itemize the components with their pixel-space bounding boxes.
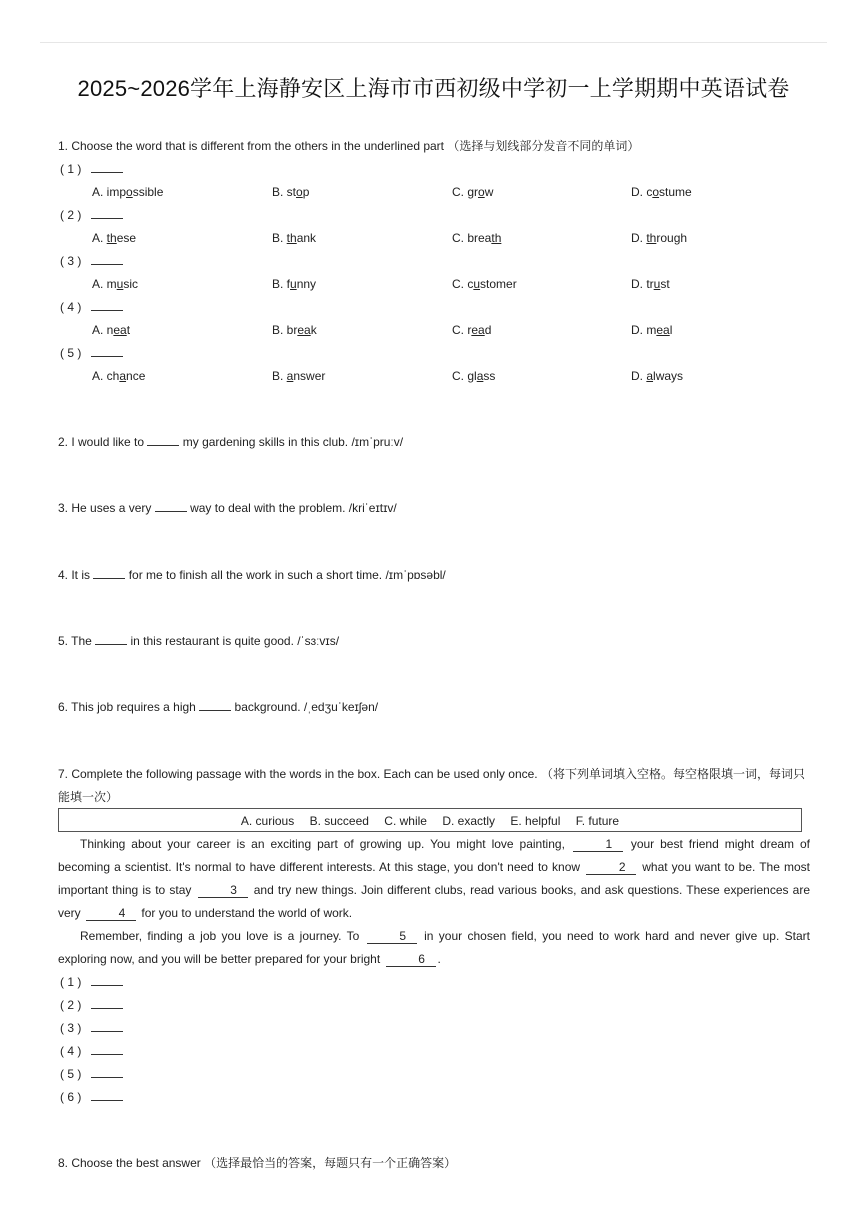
option-text: w <box>484 185 494 199</box>
q1-subquestion-row <box>60 207 123 223</box>
underlined-letters: u <box>473 277 481 291</box>
q4-text-after: for me to finish all the work in such a short time. /ɪmˈpɒsəbl/ <box>128 568 446 582</box>
answer-option[interactable] <box>452 322 491 338</box>
q2-text-before: 2. I would like to <box>58 435 145 449</box>
option-text: A. m <box>92 277 117 291</box>
answer-option[interactable] <box>631 230 687 246</box>
answer-option[interactable] <box>92 368 145 384</box>
answer-label: ( 3 ) <box>60 1021 82 1035</box>
passage-blank-4[interactable]: 4 <box>86 907 136 921</box>
underlined-letters: a <box>119 369 127 383</box>
q1-subquestion-row <box>60 161 123 177</box>
q1-subquestion-row <box>60 299 123 315</box>
underlined-letters: o <box>296 185 303 199</box>
answer-option[interactable] <box>631 276 670 292</box>
answer-option[interactable] <box>631 184 692 200</box>
underlined-letters: a <box>646 369 654 383</box>
option-text: sic <box>123 277 139 291</box>
underlined-letters: th <box>491 231 502 245</box>
answer-option[interactable] <box>272 322 317 338</box>
underlined-letters: ea <box>471 323 485 337</box>
underlined-letters: u <box>290 277 297 291</box>
q7-answer-row <box>60 997 123 1013</box>
underlined-letters: u <box>653 277 661 291</box>
answer-option[interactable] <box>272 368 325 384</box>
q8-instruction: 8. Choose the best answer （选择最恰当的答案，每题只有一个正确答案） <box>58 1156 457 1170</box>
answer-option[interactable] <box>272 230 316 246</box>
option-text: D. c <box>631 185 653 199</box>
answer-label: ( 2 ) <box>60 998 82 1012</box>
passage-paragraph-1 <box>58 833 810 925</box>
answer-option[interactable] <box>452 368 495 384</box>
answer-label: ( 4 ) <box>60 1044 82 1058</box>
q5-text-after: in this restaurant is quite good. /ˈsɜːvɪs/ <box>130 634 340 648</box>
option-text: A. n <box>92 323 114 337</box>
answer-blank[interactable] <box>91 1067 123 1078</box>
q5-text-before: 5. The <box>58 634 92 648</box>
q5-blank[interactable] <box>95 634 127 645</box>
option-text: d <box>484 323 492 337</box>
option-text: A. <box>92 231 107 245</box>
subquestion-number: ( 3 ) <box>60 254 82 268</box>
underlined-letters: ea <box>113 323 127 337</box>
answer-option[interactable] <box>631 368 683 384</box>
option-text: C. gr <box>452 185 479 199</box>
option-text: B. <box>272 369 287 383</box>
underlined-letters: a <box>476 369 484 383</box>
q2-sentence <box>58 434 403 450</box>
word-option: E. helpful <box>510 814 561 828</box>
q1-subquestion-row <box>60 253 123 269</box>
option-text: D. tr <box>631 277 654 291</box>
underlined-letters: a <box>286 369 294 383</box>
word-option: F. future <box>575 814 620 828</box>
passage-blank-5[interactable]: 5 <box>367 930 417 944</box>
answer-option[interactable] <box>452 230 501 246</box>
option-text: ss <box>483 369 496 383</box>
word-option: C. while <box>384 814 427 828</box>
option-text: k <box>310 323 317 337</box>
q7-instruction: 7. Complete the following passage with the words in the box. Each can be used only once. （将下列单词填入空格。每空格限填一词，每词只 <box>58 767 805 781</box>
answer-blank[interactable] <box>91 1090 123 1101</box>
option-text: D. m <box>631 323 657 337</box>
passage-text: Remember, finding a job you love is a journey. To <box>80 929 360 943</box>
q7-answer-row <box>60 1020 123 1036</box>
answer-blank[interactable] <box>91 162 123 173</box>
answer-blank[interactable] <box>91 346 123 357</box>
passage-text: your best friend might dream of becoming a scientist. It's normal to have different interests. At this stage, you don't need to know <box>58 837 810 874</box>
answer-blank[interactable] <box>91 1021 123 1032</box>
answer-option[interactable] <box>92 230 136 246</box>
option-text: D. <box>631 231 647 245</box>
option-text: ssible <box>132 185 164 199</box>
word-option: B. succeed <box>309 814 369 828</box>
answer-option[interactable] <box>631 322 672 338</box>
underlined-letters: o <box>126 185 133 199</box>
underlined-letters: o <box>652 185 660 199</box>
q7-answer-row <box>60 1066 123 1082</box>
option-text: C. gl <box>452 369 477 383</box>
q7-answer-row <box>60 1043 123 1059</box>
q2-blank[interactable] <box>147 435 179 446</box>
option-text: nce <box>126 369 146 383</box>
option-text: l <box>669 323 673 337</box>
underlined-letters: th <box>646 231 657 245</box>
word-option: A. curious <box>240 814 295 828</box>
q7-answer-row <box>60 1089 123 1105</box>
passage-text: what you want to be. The most important thing is to stay <box>58 860 810 897</box>
q4-sentence <box>58 567 446 583</box>
answer-option[interactable] <box>92 276 138 292</box>
option-text: C. brea <box>452 231 492 245</box>
q1-instruction: 1. Choose the word that is different from the others in the underlined part （选择与划线部分发音不同的单词） <box>58 139 640 153</box>
q3-text-before: 3. He uses a very <box>58 501 152 515</box>
option-text: B. <box>272 231 287 245</box>
q4-blank[interactable] <box>93 568 125 579</box>
q1-subquestion-row <box>60 345 123 361</box>
option-text: nswer <box>293 369 326 383</box>
answer-blank[interactable] <box>91 998 123 1009</box>
q6-blank[interactable] <box>199 700 231 711</box>
q3-blank[interactable] <box>155 501 187 512</box>
answer-option[interactable] <box>92 322 130 338</box>
answer-option[interactable] <box>452 184 493 200</box>
q4-text-before: 4. It is <box>58 568 91 582</box>
passage-blank-3[interactable]: 3 <box>198 884 248 898</box>
top-divider <box>40 42 827 43</box>
option-text: B. st <box>272 185 297 199</box>
option-text: ank <box>296 231 317 245</box>
answer-option[interactable] <box>452 276 517 292</box>
answer-label: ( 1 ) <box>60 975 82 989</box>
q7-answer-row <box>60 974 123 990</box>
q3-sentence <box>58 500 397 516</box>
underlined-letters: u <box>116 277 124 291</box>
passage-text: in your chosen field, you need to work hard and never give up. Start exploring now, and you will be better prepared for your bright <box>58 929 810 966</box>
option-text: stume <box>659 185 692 199</box>
answer-blank[interactable] <box>91 208 123 219</box>
passage-blank-6[interactable]: 6 <box>386 953 436 967</box>
option-text: rough <box>656 231 688 245</box>
option-text: p <box>302 185 310 199</box>
q6-text-after: background. /ˌedʒuˈkeɪʃən/ <box>234 700 379 714</box>
subquestion-number: ( 1 ) <box>60 162 82 176</box>
option-text: A. imp <box>92 185 127 199</box>
q6-sentence <box>58 699 378 715</box>
underlined-letters: ea <box>656 323 670 337</box>
option-text: lways <box>653 369 684 383</box>
answer-option[interactable] <box>272 184 309 200</box>
answer-blank[interactable] <box>91 975 123 986</box>
q3-text-after: way to deal with the problem. /kriˈeɪtɪv/ <box>190 501 397 515</box>
word-bank-box <box>58 808 802 832</box>
passage-text: Thinking about your career is an exciting part of growing up. You might love painting, <box>80 837 565 851</box>
q2-text-after: my gardening skills in this club. /ɪmˈpruːv/ <box>182 435 404 449</box>
passage-paragraph-2 <box>58 925 810 971</box>
subquestion-number: ( 5 ) <box>60 346 82 360</box>
passage-blank-1[interactable]: 1 <box>573 838 623 852</box>
option-text: C. c <box>452 277 474 291</box>
answer-option[interactable] <box>272 276 316 292</box>
answer-label: ( 5 ) <box>60 1067 82 1081</box>
option-text: st <box>660 277 670 291</box>
q5-sentence <box>58 633 339 649</box>
q7-instruction-cont: 能填一次） <box>58 790 119 804</box>
option-text: t <box>126 323 131 337</box>
exam-title: 2025~2026学年上海静安区上海市市西初级中学初一上学期期中英语试卷 <box>77 76 790 101</box>
underlined-letters: th <box>106 231 117 245</box>
option-text: B. br <box>272 323 298 337</box>
option-text: stomer <box>480 277 517 291</box>
option-text: A. ch <box>92 369 120 383</box>
passage-text: for you to understand the world of work. <box>141 906 353 920</box>
underlined-letters: ea <box>297 323 311 337</box>
option-text: C. r <box>452 323 472 337</box>
passage-text: . <box>437 952 441 966</box>
answer-option[interactable] <box>92 184 163 200</box>
option-text: D. <box>631 369 647 383</box>
option-text: nny <box>296 277 317 291</box>
subquestion-number: ( 4 ) <box>60 300 82 314</box>
underlined-letters: o <box>478 185 485 199</box>
answer-blank[interactable] <box>91 1044 123 1055</box>
underlined-letters: th <box>286 231 297 245</box>
passage-text: and try new things. Join different clubs, read various books, and ask questions. These experiences are very <box>58 883 811 920</box>
word-option: D. exactly <box>442 814 496 828</box>
answer-label: ( 6 ) <box>60 1090 82 1104</box>
answer-blank[interactable] <box>91 254 123 265</box>
subquestion-number: ( 2 ) <box>60 208 82 222</box>
option-text: ese <box>116 231 137 245</box>
q6-text-before: 6. This job requires a high <box>58 700 196 714</box>
option-text: B. f <box>272 277 291 291</box>
passage-blank-2[interactable]: 2 <box>586 861 636 875</box>
answer-blank[interactable] <box>91 300 123 311</box>
